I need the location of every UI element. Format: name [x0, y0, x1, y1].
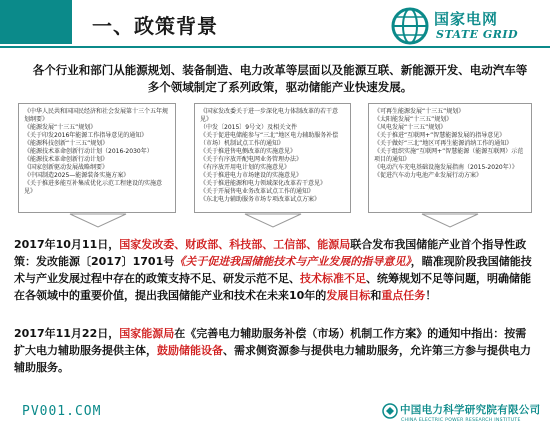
down-arrow-icon — [68, 213, 128, 229]
policy-item: 《能源技术革命创新行动计划（2016-2030年） — [24, 148, 153, 155]
body-text: 在《完善电力辅助服务补偿（市场）机制工作方案》的通知中指出：按需扩大电力辅助服务提供主体， — [14, 327, 527, 357]
policy-item: 《关于推进能源和电力领域深化改革若干意见》 — [200, 180, 327, 187]
policy-box-power-reform — [194, 103, 351, 213]
policy-box-renewables — [368, 103, 532, 213]
policy-item: 《能源科技创新“十三五”规划》 — [24, 140, 109, 147]
policy-box-planning — [18, 103, 176, 213]
down-arrow-icon — [243, 213, 303, 229]
body-text: 、统筹规划不足等问题，明确储能在各领域中的重要价值，提出我国储能产业和技术在未来10年的 — [14, 272, 531, 302]
policy-item: 《关于促进电储能参与“三北”地区电力辅助服务补偿（市场）机制试点工作的通知》 — [200, 132, 339, 147]
policy-item: 《关于推进“互联网+”智慧能源发展的指导意见》 — [374, 132, 506, 139]
body-text: ，瞄准现阶段我国储能技术与产业发展过程中存在的政策支持不足、研发示范不足、 — [14, 255, 532, 285]
logo-text-cn: 国家电网 — [434, 10, 499, 28]
policy-paragraph-1 — [14, 236, 536, 304]
body-text: ！ — [425, 289, 437, 302]
highlight-text: 重点任务 — [381, 289, 426, 302]
body-text: 联合发布我国储能产业首个指导性政策：发改能源〔2017〕1701号 — [14, 238, 527, 268]
policy-item: 《关于有序放开配电网业务管理办法》 — [200, 156, 303, 163]
down-arrow-icon — [420, 213, 480, 229]
policy-item: 《关于推进电力市场建设的实施意见》 — [200, 172, 303, 179]
date-text: 2017年10月11日， — [14, 238, 120, 251]
policy-paragraph-2 — [14, 325, 536, 376]
policy-item: 《能源技术革命创新行动计划》 — [24, 156, 109, 163]
footer-org-en: CHINA ELECTRIC POWER RESEARCH INSTITUTE — [401, 418, 521, 423]
highlight-text: 技术标准不足 — [300, 272, 366, 285]
agencies-text: 国家发改委、财政部、科技部、工信部、能源局 — [119, 238, 351, 251]
policy-item: 《太阳能发展“十三五”规划》 — [374, 116, 453, 123]
policy-item: （中发〔2015〕9号文）及相关文件 — [200, 124, 298, 131]
state-grid-logo-icon — [390, 6, 430, 46]
highlight-text: 鼓励储能设备 — [157, 344, 223, 357]
policy-item: 《促进汽车动力电池产业发展行动方案》 — [374, 172, 483, 179]
policy-item: 《中华人民共和国国民经济和社会发展第十三个五年规划纲要》 — [24, 108, 169, 123]
intro-text: 各个行业和部门从能源规划、装备制造、电力改革等层面以及能源互联、新能源开发、电动汽车等多个领域制定了系列政策，驱动储能产业快速发展。 — [32, 63, 528, 94]
policy-item: 《可再生能源发展“十三五”规划》 — [374, 108, 465, 115]
policy-item: 《国家创新驱动发展战略纲要》 — [24, 164, 109, 171]
body-text: 和 — [370, 289, 382, 302]
highlight-text: 发展目标 — [326, 289, 371, 302]
footer-org-cn: 中国电力科学研究院有限公司 — [400, 404, 541, 416]
agency-text: 国家能源局 — [119, 327, 175, 340]
policy-item: 《关于推进售电侧改革的实施意见》 — [200, 148, 297, 155]
watermark-text: PV001.COM — [22, 404, 102, 419]
policy-item: 《能源发展“十三五”规划》 — [24, 124, 97, 131]
policy-item: 《电动汽车充电基础设施发展指南（2015-2020年）》 — [374, 164, 518, 171]
cepri-logo-icon — [382, 403, 398, 419]
slide-header — [0, 0, 550, 52]
policy-item: 《关于开展售电业务改革试点工作的通知》 — [200, 188, 315, 195]
logo-text-en: STATE GRID — [436, 28, 519, 41]
policy-item: 《关于做好“三北”地区可再生能源消纳工作的通知》 — [374, 140, 513, 147]
header-accent-bar — [0, 0, 72, 44]
policy-item: 《国家发改委关于进一步深化电力体制改革的若干意见》 — [200, 108, 339, 123]
policy-item: 《关于组织实施“互联网+”智慧能源（能源互联网）示范项目的通知》 — [374, 148, 524, 163]
date-text: 2017年11月22日， — [14, 327, 120, 340]
policy-item: 《中国制造2025—能源装备实施方案》 — [24, 172, 130, 179]
policy-item: 《关于推进多能互补集成优化示范工程建设的实施意见》 — [24, 180, 163, 195]
policy-item: 《风电发展“十三五”规划》 — [374, 124, 447, 131]
policy-item: 《有序放开用电计划的实施意见》 — [200, 164, 291, 171]
policy-item: 《关于印发2016年能源工作指导意见的通知》 — [24, 132, 148, 139]
header-divider — [0, 46, 550, 48]
page-title: 一、政策背景 — [92, 14, 218, 38]
document-title: 《关于促进我国储能技术与产业发展的指导意见》 — [174, 255, 411, 268]
cepri-logo — [382, 399, 542, 435]
body-text: 、需求侧资源参与提供电力辅助服务，允许第三方参与提供电力辅助服务。 — [14, 344, 531, 374]
state-grid-logo — [388, 6, 548, 46]
policy-item: 《东北电力辅助服务市场专项改革试点方案》 — [200, 196, 321, 203]
